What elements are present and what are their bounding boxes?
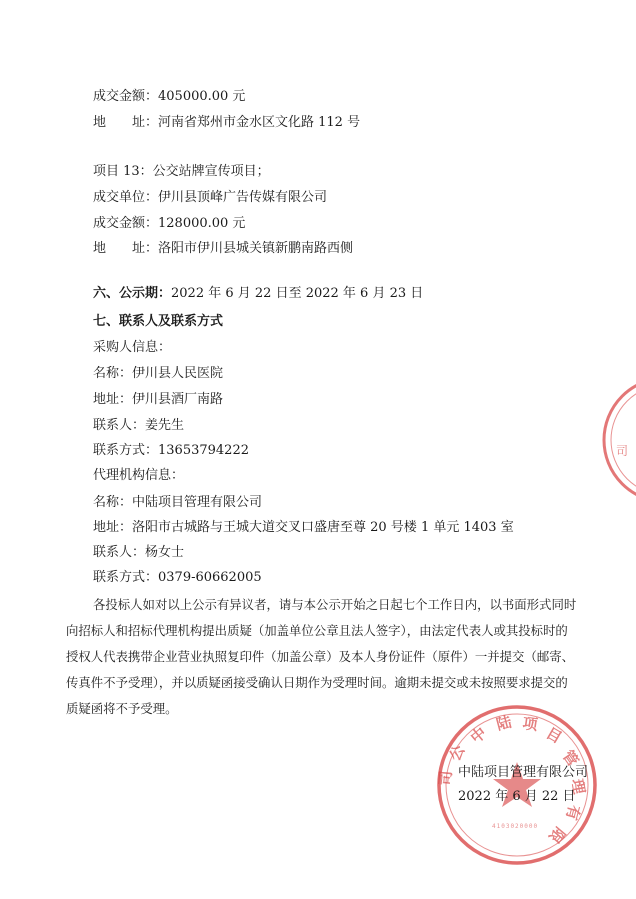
signing-date: 2022 年 6 月 22 日 (458, 789, 576, 804)
purchaser-contact-person: 联系人：姜先生 (93, 418, 185, 433)
svg-text:司: 司 (616, 444, 629, 458)
svg-text:公: 公 (445, 742, 469, 764)
svg-text:司: 司 (436, 769, 456, 787)
purchaser-title: 采购人信息： (93, 340, 172, 355)
publicity-period (93, 285, 423, 303)
project-13-title: 项目 13：公交站牌宣传项目； (93, 164, 270, 179)
agent-contact-person: 联系人：杨女士 (93, 545, 185, 560)
svg-text:陆: 陆 (494, 712, 514, 734)
notice-line-3: 授权人代表携带企业营业执照复印件（加盖公章）及本人身份证件（原件）一并提交（邮寄、 (66, 649, 575, 664)
agent-phone: 联系方式：0379-60662005 (93, 570, 262, 585)
agent-name: 名称：中陆项目管理有限公司 (93, 495, 263, 510)
publicity-period-label: 六、公示期： (93, 286, 172, 301)
purchaser-name: 名称：伊川县人民医院 (93, 366, 224, 381)
purchaser-phone: 联系方式：13653794222 (93, 443, 249, 458)
svg-text:管: 管 (558, 746, 583, 770)
prev-amount: 成交金额：405000.00 元 (93, 89, 246, 104)
project-13-address: 地 址：洛阳市伊川县城关镇新鹏南路西侧 (93, 241, 354, 256)
signing-company: 中陆项目管理有限公司 (458, 765, 589, 780)
purchaser-address: 地址：伊川县酒厂南路 (93, 392, 224, 407)
svg-text:中: 中 (467, 723, 491, 748)
svg-text:4103020000: 4103020000 (492, 823, 539, 830)
svg-text:限: 限 (545, 823, 569, 847)
agent-address: 地址：洛阳市古城路与王城大道交叉口盛唐至尊 20 号楼 1 单元 1403 室 (93, 520, 514, 535)
svg-text:有: 有 (562, 802, 584, 823)
svg-text:项: 项 (521, 714, 539, 735)
project-13-supplier: 成交单位：伊川县顶峰广告传媒有限公司 (93, 190, 328, 205)
agent-title: 代理机构信息： (93, 468, 185, 483)
notice-line-5: 质疑函将不予受理。 (66, 701, 178, 716)
svg-text:理: 理 (568, 777, 589, 796)
prev-address: 地 址：河南省郑州市金水区文化路 112 号 (93, 115, 361, 130)
contacts-heading: 七、联系人及联系方式 (93, 314, 224, 329)
partial-seal-margin (596, 370, 636, 510)
notice-line-2: 向招标人和招标代理机构提出质疑（加盖单位公章且法人签字），由法定代表人或其投标时的 (66, 623, 568, 638)
svg-text:目: 目 (543, 723, 566, 747)
project-13-amount: 成交金额：128000.00 元 (93, 216, 246, 231)
notice-line-1: 各投标人如对以上公示有异议者，请与本公示开始之日起七个工作日内，以书面形式同时 (93, 597, 577, 612)
company-seal (432, 700, 602, 870)
publicity-period-text: 2022 年 6 月 22 日至 2022 年 6 月 23 日 (171, 286, 424, 301)
notice-line-4: 传真件不予受理），并以质疑函接受确认日期作为受理时间。逾期未提交或未按照要求提交的 (66, 675, 568, 690)
